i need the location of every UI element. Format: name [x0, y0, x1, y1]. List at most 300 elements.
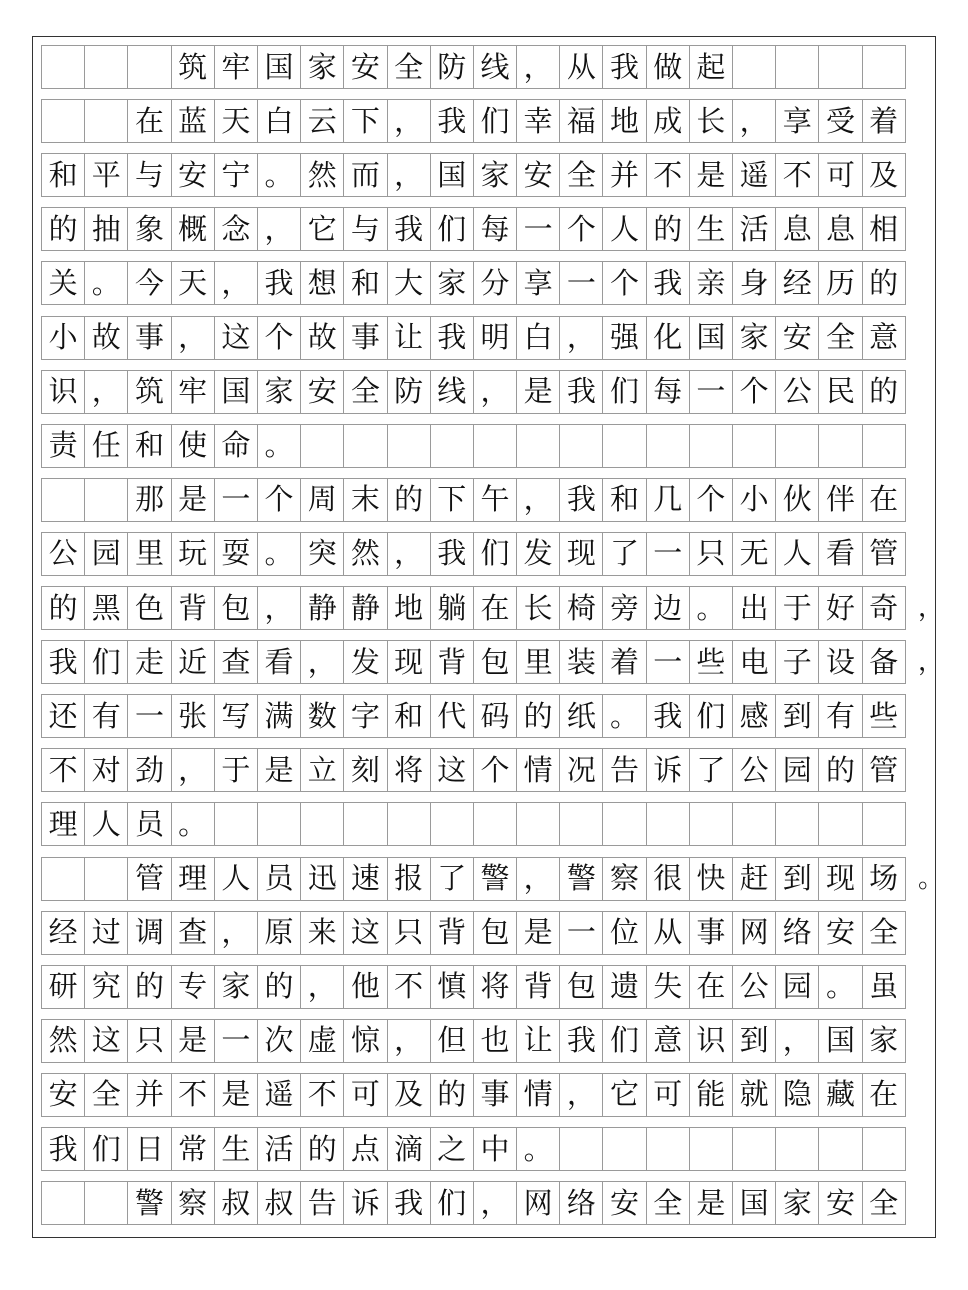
grid-cell: 只	[689, 532, 733, 576]
grid-cell: 几	[646, 478, 690, 522]
grid-cell	[689, 802, 733, 846]
grid-cell: 静	[300, 586, 344, 630]
grid-cell: 只	[127, 1019, 171, 1063]
grid-cell: 现	[559, 532, 603, 576]
grid-cell: 。	[602, 694, 646, 738]
grid-cell: 故	[84, 316, 128, 360]
grid-cell: 告	[602, 748, 646, 792]
grid-cell: 现	[818, 857, 862, 901]
grid-cell: 码	[473, 694, 517, 738]
grid-cell: 公	[732, 748, 776, 792]
grid-cell: 慎	[430, 965, 474, 1009]
grid-cell: 然	[343, 532, 387, 576]
grid-cell: 牢	[214, 45, 258, 89]
grid-cell: 藏	[818, 1073, 862, 1117]
grid-cell: 意	[862, 316, 906, 360]
grid-cell: 公	[732, 965, 776, 1009]
grid-cell: ，	[171, 316, 215, 360]
grid-cell	[862, 424, 906, 468]
grid-cell	[689, 1127, 733, 1171]
grid-cell: 的	[257, 965, 301, 1009]
grid-cell: 小	[41, 316, 85, 360]
grid-cell: 速	[343, 857, 387, 901]
grid-cell: 是	[689, 153, 733, 197]
grid-cell: 理	[41, 802, 85, 846]
grid-cell: ，	[775, 1019, 819, 1063]
grid-cell: 每	[646, 370, 690, 414]
grid-cell: 失	[646, 965, 690, 1009]
grid-cell: 近	[171, 640, 215, 684]
grid-cell: 全	[84, 1073, 128, 1117]
grid-cell	[559, 1127, 603, 1171]
grid-cell: 长	[516, 586, 560, 630]
grid-cell: 。	[171, 802, 215, 846]
grid-cell: 相	[862, 207, 906, 251]
grid-cell: 装	[559, 640, 603, 684]
grid-cell: 无	[732, 532, 776, 576]
grid-cell	[732, 802, 776, 846]
grid-cell: 是	[171, 478, 215, 522]
grid-cell: 牢	[171, 370, 215, 414]
grid-cell: 安	[602, 1181, 646, 1225]
grid-cell: 抽	[84, 207, 128, 251]
grid-cell: 静	[343, 586, 387, 630]
grid-cell: 中	[473, 1127, 517, 1171]
grid-cell: 有	[818, 694, 862, 738]
grid-cell: 末	[343, 478, 387, 522]
grid-cell	[84, 1181, 128, 1225]
grid-cell: 家	[473, 153, 517, 197]
grid-cell: 云	[300, 99, 344, 143]
grid-cell: 线	[430, 370, 474, 414]
grid-cell: 个	[257, 478, 301, 522]
grid-cell: 概	[171, 207, 215, 251]
grid-cell: 受	[818, 99, 862, 143]
grid-cell: ，	[257, 586, 301, 630]
grid-cell: 员	[257, 857, 301, 901]
grid-cell: 。	[84, 261, 128, 305]
grid-cell: 我	[387, 1181, 431, 1225]
grid-cell: 及	[387, 1073, 431, 1117]
grid-cell: 生	[689, 207, 733, 251]
grid-cell: 可	[343, 1073, 387, 1117]
grid-cell: 和	[343, 261, 387, 305]
grid-cell	[84, 99, 128, 143]
grid-cell: 个	[473, 748, 517, 792]
grid-cell: 还	[41, 694, 85, 738]
grid-cell	[41, 1181, 85, 1225]
grid-cell: 于	[214, 748, 258, 792]
grid-cell: 一	[559, 261, 603, 305]
grid-cell: 它	[300, 207, 344, 251]
grid-cell	[257, 802, 301, 846]
grid-cell: 经	[775, 261, 819, 305]
grid-cell: 里	[516, 640, 560, 684]
grid-cell	[862, 1127, 906, 1171]
grid-cell: 可	[818, 153, 862, 197]
grid-cell: 全	[862, 911, 906, 955]
grid-cell: ，	[387, 1019, 431, 1063]
grid-cell: 包	[473, 911, 517, 955]
grid-cell: 们	[84, 1127, 128, 1171]
grid-cell: 责	[41, 424, 85, 468]
grid-cell: 在	[689, 965, 733, 1009]
grid-cell: 一	[214, 1019, 258, 1063]
grid-cell: 我	[387, 207, 431, 251]
grid-cell: 感	[732, 694, 776, 738]
grid-cell: 公	[41, 532, 85, 576]
grid-cell	[41, 478, 85, 522]
grid-cell: 是	[214, 1073, 258, 1117]
grid-cell: 滴	[387, 1127, 431, 1171]
grid-cell: 于	[775, 586, 819, 630]
grid-cell: 筑	[127, 370, 171, 414]
grid-cell: 天	[171, 261, 215, 305]
grid-cell: 在	[473, 586, 517, 630]
grid-cell: 虽	[862, 965, 906, 1009]
grid-cell: 活	[732, 207, 776, 251]
grid-cell: 我	[430, 532, 474, 576]
grid-cell: 安	[343, 45, 387, 89]
grid-cell: ，	[214, 911, 258, 955]
text-row	[41, 261, 925, 305]
grid-cell: 常	[171, 1127, 215, 1171]
grid-cell: 立	[300, 748, 344, 792]
grid-cell: 家	[775, 1181, 819, 1225]
grid-cell	[387, 802, 431, 846]
grid-cell: 的	[862, 370, 906, 414]
grid-cell: 事	[343, 316, 387, 360]
grid-cell: 安	[516, 153, 560, 197]
grid-cell: 全	[818, 316, 862, 360]
text-row	[41, 857, 925, 901]
grid-cell: ，	[84, 370, 128, 414]
grid-cell: 和	[127, 424, 171, 468]
grid-cell	[41, 99, 85, 143]
grid-cell: ，	[214, 261, 258, 305]
grid-cell: 全	[862, 1181, 906, 1225]
grid-cell: 的	[516, 694, 560, 738]
grid-cell: 惊	[343, 1019, 387, 1063]
grid-cell: 国	[257, 45, 301, 89]
grid-cell: 白	[257, 99, 301, 143]
grid-cell: 点	[343, 1127, 387, 1171]
grid-cell: 原	[257, 911, 301, 955]
grid-cell: 边	[646, 586, 690, 630]
grid-cell: 全	[559, 153, 603, 197]
grid-cell: 管	[862, 532, 906, 576]
grid-cell: 虚	[300, 1019, 344, 1063]
grid-cell: 一	[516, 207, 560, 251]
grid-cell: 关	[41, 261, 85, 305]
grid-cell: 不	[171, 1073, 215, 1117]
grid-cell: 。	[689, 586, 733, 630]
grid-cell: 我	[430, 316, 474, 360]
grid-cell: 子	[775, 640, 819, 684]
grid-cell: ，	[171, 748, 215, 792]
grid-cell: 我	[430, 99, 474, 143]
grid-cell: 任	[84, 424, 128, 468]
grid-cell: 人	[84, 802, 128, 846]
grid-cell: 安	[171, 153, 215, 197]
grid-cell: 迅	[300, 857, 344, 901]
grid-cell: 象	[127, 207, 171, 251]
grid-cell	[775, 802, 819, 846]
grid-cell: 研	[41, 965, 85, 1009]
grid-cell: 今	[127, 261, 171, 305]
grid-cell: 小	[732, 478, 776, 522]
grid-cell: 家	[430, 261, 474, 305]
grid-cell: 国	[430, 153, 474, 197]
title-row	[41, 45, 925, 89]
grid-cell: 也	[473, 1019, 517, 1063]
grid-cell: 不	[300, 1073, 344, 1117]
grid-cell	[41, 857, 85, 901]
grid-cell: 不	[646, 153, 690, 197]
grid-cell: 家	[214, 965, 258, 1009]
grid-cell: 们	[473, 532, 517, 576]
grid-cell: 想	[300, 261, 344, 305]
grid-cell: 这	[214, 316, 258, 360]
grid-cell: 叔	[257, 1181, 301, 1225]
text-row	[41, 532, 925, 576]
grid-cell: 我	[646, 261, 690, 305]
grid-cell: 着	[602, 640, 646, 684]
text-row	[41, 316, 925, 360]
grid-cell: 全	[387, 45, 431, 89]
grid-cell: 在	[862, 1073, 906, 1117]
grid-cell: 幸	[516, 99, 560, 143]
grid-cell: 包	[473, 640, 517, 684]
grid-cell: 察	[171, 1181, 215, 1225]
grid-cell: ，	[257, 207, 301, 251]
grid-cell: 国	[214, 370, 258, 414]
text-row	[41, 153, 925, 197]
grid-cell: 的	[862, 261, 906, 305]
grid-cell: 然	[300, 153, 344, 197]
grid-cell: 了	[689, 748, 733, 792]
grid-cell: 纸	[559, 694, 603, 738]
grid-cell: 全	[646, 1181, 690, 1225]
grid-cell: 到	[775, 857, 819, 901]
grid-cell: 能	[689, 1073, 733, 1117]
grid-cell: 一	[559, 911, 603, 955]
grid-cell: 察	[602, 857, 646, 901]
grid-cell: 突	[300, 532, 344, 576]
margin-punctuation: 。	[918, 863, 945, 894]
grid-cell: 色	[127, 586, 171, 630]
grid-cell: 识	[41, 370, 85, 414]
grid-cell	[732, 45, 776, 89]
grid-cell: 们	[689, 694, 733, 738]
text-row	[41, 99, 925, 143]
grid-cell: 我	[559, 478, 603, 522]
grid-cell: 就	[732, 1073, 776, 1117]
grid-cell: 让	[516, 1019, 560, 1063]
grid-cell: 我	[559, 370, 603, 414]
grid-cell: 代	[430, 694, 474, 738]
grid-cell: 包	[214, 586, 258, 630]
grid-cell	[343, 424, 387, 468]
text-row	[41, 1127, 925, 1171]
grid-cell: 之	[430, 1127, 474, 1171]
grid-cell: 家	[300, 45, 344, 89]
grid-cell: 一	[214, 478, 258, 522]
grid-cell: 做	[646, 45, 690, 89]
grid-cell: ，	[387, 153, 431, 197]
grid-cell: 赶	[732, 857, 776, 901]
grid-cell: 长	[689, 99, 733, 143]
grid-cell: 警	[473, 857, 517, 901]
grid-cell: 伴	[818, 478, 862, 522]
grid-cell	[387, 424, 431, 468]
grid-cell	[602, 1127, 646, 1171]
grid-cell: 网	[516, 1181, 560, 1225]
grid-cell: 事	[473, 1073, 517, 1117]
grid-cell	[84, 857, 128, 901]
grid-cell: 但	[430, 1019, 474, 1063]
grid-cell: 家	[732, 316, 776, 360]
grid-cell: 的	[127, 965, 171, 1009]
grid-cell: 很	[646, 857, 690, 901]
grid-cell: ，	[516, 478, 560, 522]
grid-cell: 个	[602, 261, 646, 305]
grid-cell: 的	[646, 207, 690, 251]
grid-cell: 警	[127, 1181, 171, 1225]
grid-cell: 次	[257, 1019, 301, 1063]
grid-cell: 诉	[343, 1181, 387, 1225]
grid-cell: 使	[171, 424, 215, 468]
grid-cell: 明	[473, 316, 517, 360]
grid-cell: 位	[602, 911, 646, 955]
grid-cell: 个	[689, 478, 733, 522]
grid-cell: 躺	[430, 586, 474, 630]
grid-cell: 看	[818, 532, 862, 576]
grid-cell: 理	[171, 857, 215, 901]
grid-cell: 它	[602, 1073, 646, 1117]
grid-cell: 亲	[689, 261, 733, 305]
grid-cell: 管	[127, 857, 171, 901]
grid-cell: 背	[430, 640, 474, 684]
grid-cell: 们	[602, 370, 646, 414]
grid-cell: 和	[41, 153, 85, 197]
grid-cell: 命	[214, 424, 258, 468]
grid-cell	[646, 1127, 690, 1171]
grid-cell	[862, 802, 906, 846]
grid-cell: 不	[41, 748, 85, 792]
grid-cell	[300, 424, 344, 468]
grid-cell	[818, 45, 862, 89]
grid-cell: 们	[473, 99, 517, 143]
grid-cell: 一	[646, 640, 690, 684]
grid-cell: 经	[41, 911, 85, 955]
grid-cell: 防	[387, 370, 431, 414]
grid-cell: 我	[41, 1127, 85, 1171]
grid-cell: 到	[775, 694, 819, 738]
grid-cell: 隐	[775, 1073, 819, 1117]
grid-cell: 他	[343, 965, 387, 1009]
grid-cell: 在	[127, 99, 171, 143]
grid-cell: 成	[646, 99, 690, 143]
grid-cell: 。	[257, 532, 301, 576]
grid-cell: 安	[775, 316, 819, 360]
margin-punctuation: ，	[918, 647, 945, 678]
grid-cell: 的	[300, 1127, 344, 1171]
grid-cell: 白	[516, 316, 560, 360]
grid-cell	[559, 424, 603, 468]
grid-cell: 玩	[171, 532, 215, 576]
grid-cell	[689, 424, 733, 468]
grid-cell: 事	[127, 316, 171, 360]
grid-cell: 警	[559, 857, 603, 901]
grid-cell: 里	[127, 532, 171, 576]
grid-cell: 念	[214, 207, 258, 251]
text-row	[41, 1073, 925, 1117]
grid-cell	[214, 802, 258, 846]
grid-cell: 平	[84, 153, 128, 197]
grid-cell: 享	[516, 261, 560, 305]
margin-punctuation: ，	[918, 593, 945, 623]
grid-cell: 张	[171, 694, 215, 738]
grid-cell: ，	[732, 99, 776, 143]
grid-cell: 查	[214, 640, 258, 684]
grid-cell	[602, 424, 646, 468]
grid-cell: 况	[559, 748, 603, 792]
grid-cell: 身	[732, 261, 776, 305]
grid-cell: 是	[689, 1181, 733, 1225]
grid-cell: 。	[257, 153, 301, 197]
grid-cell: ，	[300, 965, 344, 1009]
grid-cell: 大	[387, 261, 431, 305]
grid-cell: 网	[732, 911, 776, 955]
grid-cell: 的	[818, 748, 862, 792]
grid-cell: 快	[689, 857, 733, 901]
grid-cell	[343, 802, 387, 846]
grid-cell: 情	[516, 1073, 560, 1117]
grid-cell: 来	[300, 911, 344, 955]
grid-cell: 人	[775, 532, 819, 576]
grid-cell: 是	[171, 1019, 215, 1063]
grid-cell	[473, 802, 517, 846]
grid-cell: 可	[646, 1073, 690, 1117]
grid-cell: 周	[300, 478, 344, 522]
grid-cell	[430, 424, 474, 468]
grid-cell: 那	[127, 478, 171, 522]
grid-cell: 备	[862, 640, 906, 684]
grid-cell: 是	[516, 370, 560, 414]
grid-cell: 强	[602, 316, 646, 360]
grid-cell	[602, 802, 646, 846]
text-row	[41, 748, 925, 792]
grid-cell: 下	[430, 478, 474, 522]
grid-cell	[473, 424, 517, 468]
grid-cell: 个	[257, 316, 301, 360]
grid-cell: 让	[387, 316, 431, 360]
grid-cell	[775, 45, 819, 89]
grid-cell: 个	[732, 370, 776, 414]
grid-cell: 日	[127, 1127, 171, 1171]
grid-cell: 宁	[214, 153, 258, 197]
grid-cell: 和	[387, 694, 431, 738]
grid-cell: 及	[862, 153, 906, 197]
grid-cell: 并	[127, 1073, 171, 1117]
grid-cell: 我	[602, 45, 646, 89]
grid-cell: 的	[430, 1073, 474, 1117]
grid-cell: 起	[689, 45, 733, 89]
grid-cell	[127, 45, 171, 89]
grid-cell: 了	[430, 857, 474, 901]
grid-cell: 园	[775, 965, 819, 1009]
